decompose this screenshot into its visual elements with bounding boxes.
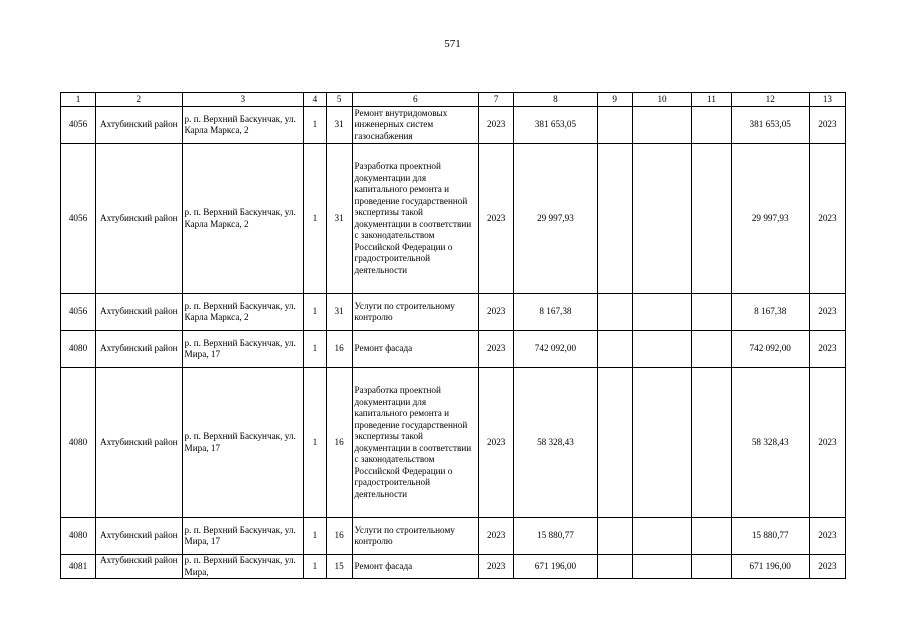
cell-col4: 1 xyxy=(304,294,327,331)
cell-col10 xyxy=(632,294,692,331)
cell-district: Ахтубинский район xyxy=(96,368,183,518)
cell-total: 58 328,43 xyxy=(731,368,809,518)
col-header-5: 5 xyxy=(326,93,352,107)
cell-col4: 1 xyxy=(304,555,327,579)
cell-year: 2023 xyxy=(479,368,514,518)
cell-address: р. п. Верхний Баскунчак, ул. Карла Маркса, 2 xyxy=(182,294,304,331)
col-header-11: 11 xyxy=(692,93,731,107)
cell-year: 2023 xyxy=(479,294,514,331)
cell-amount: 671 196,00 xyxy=(514,555,597,579)
cell-col10 xyxy=(632,107,692,144)
cell-work: Разработка проектной документации для капитального ремонта и проведение государственной экспертизы такой документации в соответствии с законодательством Российской Федерации о градостроительной деятельности xyxy=(352,368,479,518)
col-header-4: 4 xyxy=(304,93,327,107)
cell-col10 xyxy=(632,555,692,579)
cell-work: Услуги по строительному контролю xyxy=(352,518,479,555)
cell-district: Ахтубинский район xyxy=(96,518,183,555)
table-row xyxy=(61,555,846,579)
cell-col9 xyxy=(597,107,632,144)
col-header-12: 12 xyxy=(731,93,809,107)
table-row xyxy=(61,294,846,331)
cell-amount: 15 880,77 xyxy=(514,518,597,555)
cell-col5: 16 xyxy=(326,368,352,518)
cell-col5: 31 xyxy=(326,107,352,144)
cell-year-end: 2023 xyxy=(809,294,845,331)
cell-work: Ремонт внутридомовых инженерных систем газоснабжения xyxy=(352,107,479,144)
cell-col5: 31 xyxy=(326,144,352,294)
cell-col11 xyxy=(692,518,731,555)
cell-col4: 1 xyxy=(304,331,327,368)
cell-col4: 1 xyxy=(304,107,327,144)
cell-col11 xyxy=(692,144,731,294)
cell-year-end: 2023 xyxy=(809,518,845,555)
cell-total: 15 880,77 xyxy=(731,518,809,555)
table-row xyxy=(61,331,846,368)
cell-col10 xyxy=(632,144,692,294)
cell-year-end: 2023 xyxy=(809,368,845,518)
cell-amount: 742 092,00 xyxy=(514,331,597,368)
cell-district: Ахтубинский район xyxy=(96,555,183,579)
cell-col9 xyxy=(597,368,632,518)
col-header-7: 7 xyxy=(479,93,514,107)
cell-total: 742 092,00 xyxy=(731,331,809,368)
cell-total: 29 997,93 xyxy=(731,144,809,294)
cell-total: 8 167,38 xyxy=(731,294,809,331)
cell-address: р. п. Верхний Баскунчак, ул. Мира, xyxy=(182,555,304,579)
cell-address: р. п. Верхний Баскунчак, ул. Мира, 17 xyxy=(182,331,304,368)
cell-id: 4056 xyxy=(61,294,96,331)
cell-district: Ахтубинский район xyxy=(96,107,183,144)
cell-work: Услуги по строительному контролю xyxy=(352,294,479,331)
cell-amount: 8 167,38 xyxy=(514,294,597,331)
cell-col9 xyxy=(597,294,632,331)
cell-amount: 58 328,43 xyxy=(514,368,597,518)
table-row xyxy=(61,368,846,518)
cell-col4: 1 xyxy=(304,144,327,294)
cell-id: 4080 xyxy=(61,331,96,368)
cell-col5: 16 xyxy=(326,518,352,555)
cell-district: Ахтубинский район xyxy=(96,294,183,331)
col-header-10: 10 xyxy=(632,93,692,107)
col-header-1: 1 xyxy=(61,93,96,107)
col-header-2: 2 xyxy=(96,93,183,107)
cell-col9 xyxy=(597,144,632,294)
col-header-6: 6 xyxy=(352,93,479,107)
cell-total: 671 196,00 xyxy=(731,555,809,579)
cell-year-end: 2023 xyxy=(809,107,845,144)
cell-year-end: 2023 xyxy=(809,144,845,294)
cell-work: Разработка проектной документации для капитального ремонта и проведение государственной экспертизы такой документации в соответствии с законодательством Российской Федерации о градостроительной деятельности xyxy=(352,144,479,294)
cell-col5: 15 xyxy=(326,555,352,579)
page-number: 571 xyxy=(444,38,461,50)
cell-year-end: 2023 xyxy=(809,555,845,579)
cell-col10 xyxy=(632,518,692,555)
cell-work: Ремонт фасада xyxy=(352,331,479,368)
cell-year: 2023 xyxy=(479,331,514,368)
cell-year: 2023 xyxy=(479,555,514,579)
cell-col5: 16 xyxy=(326,331,352,368)
col-header-13: 13 xyxy=(809,93,845,107)
table-row xyxy=(61,518,846,555)
cell-col11 xyxy=(692,331,731,368)
cell-col11 xyxy=(692,555,731,579)
cell-work: Ремонт фасада xyxy=(352,555,479,579)
cell-col5: 31 xyxy=(326,294,352,331)
cell-district: Ахтубинский район xyxy=(96,144,183,294)
cell-amount: 381 653,05 xyxy=(514,107,597,144)
cell-year: 2023 xyxy=(479,144,514,294)
cell-col4: 1 xyxy=(304,518,327,555)
cell-year: 2023 xyxy=(479,107,514,144)
register-table xyxy=(60,92,846,579)
cell-address: р. п. Верхний Баскунчак, ул. Мира, 17 xyxy=(182,368,304,518)
cell-col10 xyxy=(632,331,692,368)
table-row xyxy=(61,107,846,144)
cell-amount: 29 997,93 xyxy=(514,144,597,294)
table-row xyxy=(61,144,846,294)
cell-total: 381 653,05 xyxy=(731,107,809,144)
cell-year: 2023 xyxy=(479,518,514,555)
cell-district: Ахтубинский район xyxy=(96,331,183,368)
cell-address: р. п. Верхний Баскунчак, ул. Карла Маркса, 2 xyxy=(182,107,304,144)
header-row xyxy=(61,93,846,107)
cell-col11 xyxy=(692,368,731,518)
cell-address: р. п. Верхний Баскунчак, ул. Карла Маркса, 2 xyxy=(182,144,304,294)
cell-id: 4056 xyxy=(61,144,96,294)
cell-col9 xyxy=(597,518,632,555)
cell-col9 xyxy=(597,331,632,368)
col-header-8: 8 xyxy=(514,93,597,107)
cell-col9 xyxy=(597,555,632,579)
cell-id: 4080 xyxy=(61,368,96,518)
cell-col4: 1 xyxy=(304,368,327,518)
cell-id: 4081 xyxy=(61,555,96,579)
cell-address: р. п. Верхний Баскунчак, ул. Мира, 17 xyxy=(182,518,304,555)
cell-col10 xyxy=(632,368,692,518)
col-header-9: 9 xyxy=(597,93,632,107)
cell-id: 4056 xyxy=(61,107,96,144)
cell-col11 xyxy=(692,107,731,144)
col-header-3: 3 xyxy=(182,93,304,107)
cell-id: 4080 xyxy=(61,518,96,555)
cell-col11 xyxy=(692,294,731,331)
cell-year-end: 2023 xyxy=(809,331,845,368)
